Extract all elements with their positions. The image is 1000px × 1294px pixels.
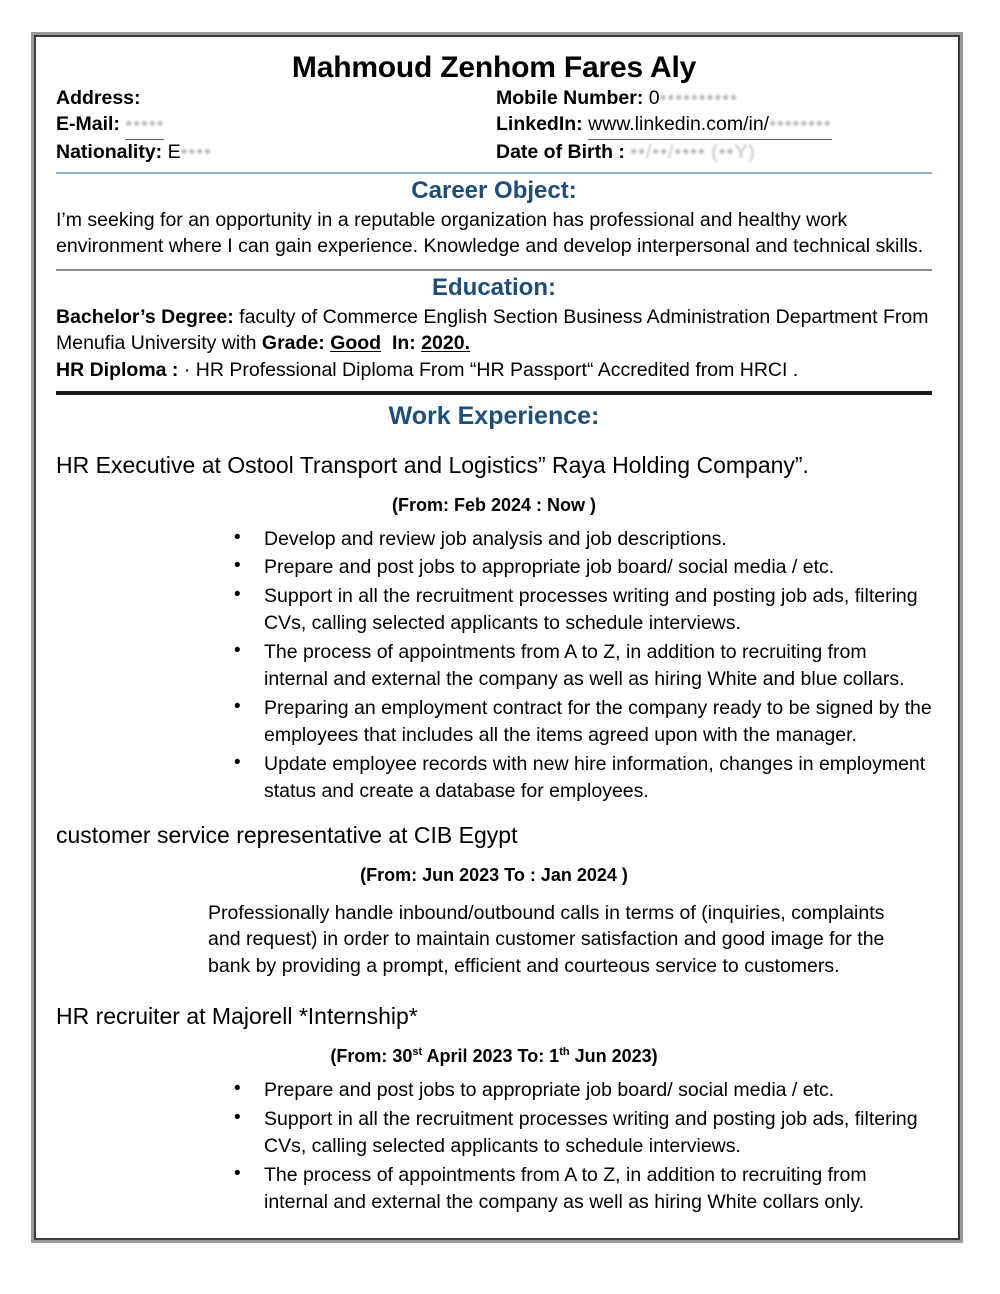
career-object-text: I’m seeking for an opportunity in a reputable organization has professional and healthy work environment where I can gain experience. Knowledge and develop interpersonal and technical skills. — [56, 208, 924, 257]
education-diploma-line — [56, 358, 932, 384]
dob-label: Date of Birth : — [496, 140, 625, 163]
list-item: • Prepare and post jobs to appropriate job board/ social media / etc. — [234, 554, 932, 581]
page-content — [56, 45, 932, 1218]
job-dates: (From: Jun 2023 To : Jan 2024 ) — [360, 864, 628, 885]
dob-value-redacted: ••/••/•••• — [630, 140, 706, 163]
grade-label: Grade: — [261, 331, 325, 354]
email-label: E-Mail: — [56, 112, 120, 135]
graduation-year-label: In: — [391, 331, 416, 354]
job-description-paragraph: Professionally handle inbound/outbound calls in terms of (inquiries, complaints and request) in order to maintain customer satisfaction and good image for the bank by providing a prompt, efficient and courteous service to customers. — [208, 901, 885, 978]
list-item: • Preparing an employment contract for the company ready to be signed by the employees that includes all the items agreed upon with the manager. — [234, 695, 932, 749]
mobile-value: 0 — [648, 87, 660, 109]
nationality-value: E — [167, 140, 181, 163]
address-label: Address: — [56, 87, 141, 109]
section-heading-career-object: Career Object: — [411, 176, 577, 204]
section-heading-work-experience: Work Experience: — [388, 402, 600, 431]
job-dates-middle: April 2023 To: 1 — [422, 1046, 560, 1067]
email-line — [56, 112, 492, 140]
linkedin-value-redacted: •••••••• — [769, 112, 832, 135]
list-item: • Develop and review job analysis and job descriptions. — [234, 526, 932, 553]
dob-line — [496, 140, 932, 166]
bachelor-degree-label: Bachelor’s Degree: — [56, 306, 234, 329]
linkedin-value: www.linkedin.com/in/ — [588, 112, 770, 135]
hr-diploma-text: · HR Professional Diploma From “HR Passport“ Accredited from HRCI . — [178, 358, 799, 381]
linkedin-link[interactable] — [588, 112, 832, 140]
linkedin-label: LinkedIn: — [496, 112, 583, 135]
job-dates — [56, 1046, 932, 1067]
address-line — [56, 86, 492, 112]
mobile-label: Mobile Number: — [496, 87, 644, 109]
nationality-line — [56, 140, 492, 166]
bachelor-degree-text: faculty of Commerce English Section Business Administration Department From Menufia University with — [56, 306, 929, 354]
job-dates: (From: Feb 2024 : Now ) — [391, 494, 597, 515]
list-item: • Update employee records with new hire information, changes in employment status and create a database for employees. — [234, 751, 932, 805]
resume-page — [31, 32, 963, 1243]
list-item: • Support in all the recruitment processes writing and posting job ads, filtering CVs, calling selected applicants to schedule interviews. — [234, 1106, 932, 1160]
job-dates-ordinal-start: st — [412, 1046, 423, 1059]
job-responsibilities-list — [56, 526, 932, 805]
mobile-value-redacted: •••••••••• — [659, 87, 738, 109]
dob-suffix: (••Y) — [711, 140, 756, 163]
job-title: HR recruiter at Majorell *Internship* — [56, 1003, 418, 1030]
job-dates-ordinal-end: th — [559, 1046, 570, 1059]
job-dates-suffix: Jun 2023) — [569, 1046, 658, 1067]
job-title: customer service representative at CIB Egypt — [56, 821, 518, 848]
email-value-redacted: ••••• — [125, 112, 164, 140]
nationality-value-redacted: •••• — [180, 140, 212, 163]
list-item: • Prepare and post jobs to appropriate job board/ social media / etc. — [234, 1077, 932, 1104]
contact-column-right — [492, 86, 932, 166]
grade-value: Good — [330, 331, 382, 354]
list-item: • The process of appointments from A to Z, in addition to recruiting from internal and external the company as well as hiring White and blue collars. — [234, 639, 932, 693]
hr-diploma-label: HR Diploma : — [56, 358, 179, 381]
list-item: • The process of appointments from A to Z, in addition to recruiting from internal and external the company as well as hiring White collars only. — [234, 1162, 932, 1216]
job-dates-prefix: (From: 30 — [330, 1046, 413, 1067]
linkedin-line — [496, 112, 932, 140]
mobile-line — [496, 86, 932, 112]
candidate-name: Mahmoud Zenhom Fares Aly — [291, 51, 697, 84]
contact-details — [56, 86, 932, 166]
nationality-label: Nationality: — [56, 140, 163, 163]
section-heading-education: Education: — [432, 274, 556, 302]
job-responsibilities-list — [56, 1077, 932, 1216]
job-title: HR Executive at Ostool Transport and Logistics” Raya Holding Company”. — [56, 451, 809, 478]
list-item: • Support in all the recruitment processes writing and posting job ads, filtering CVs, calling selected applicants to schedule interviews. — [234, 583, 932, 637]
contact-column-left — [56, 86, 492, 166]
graduation-year-value: 2020. — [421, 331, 470, 354]
education-bachelor-line — [56, 305, 932, 356]
